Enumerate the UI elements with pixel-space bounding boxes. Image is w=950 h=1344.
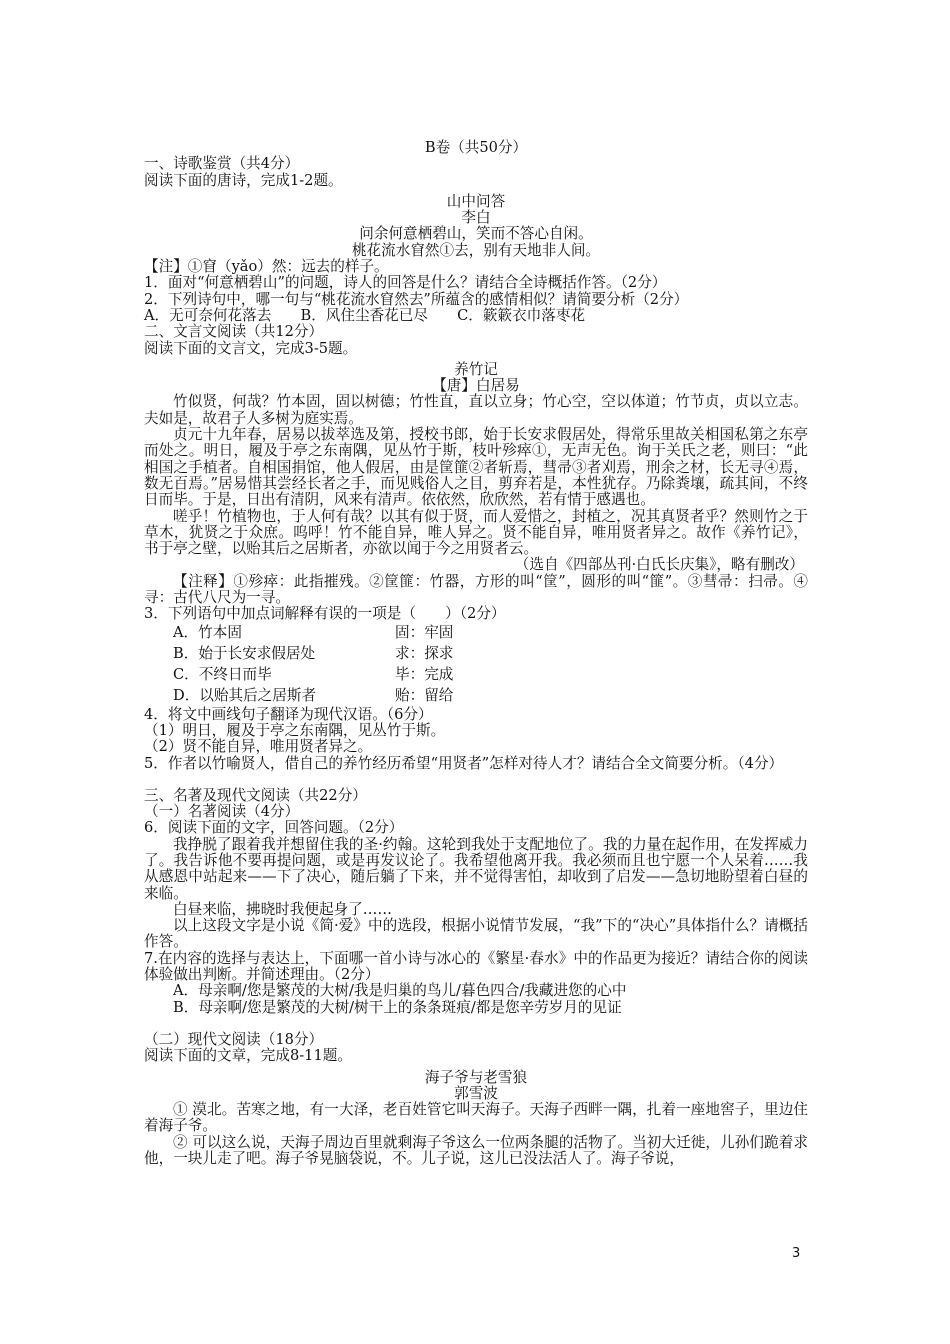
option-sentence: C．不终日而毕 — [173, 665, 272, 683]
option-gloss: 固：牢固 — [395, 623, 454, 641]
classical-source: （选自《四部丛刊·白氏长庆集》，略有删改） — [514, 556, 804, 574]
story-author: 郭雪波 — [454, 1084, 498, 1102]
classical-paragraph-3: 嗟乎！竹植物也，于人何有哉？以其有似于贤，而人爱惜之，封植之，况其真贤者乎？然则竹之于草木，犹贤之于众庶。呜呼！竹不能自异，唯人异之。贤不能自异，唯用贤者异之。故作《养竹记》，书于亭之壁，以贻其后之居斯者，亦欲以闻于今之用贤者云。 — [144, 507, 808, 558]
story-paragraph-2: ② 可以这么说，天海子周边百里就剩海子爷这么一位两条腿的活物了。当初大迁徙，儿孙们跪着求他，一块儿走了吧。海子爷晃脑袋说，不。儿子说，这儿已没法活人了。海子爷说， — [144, 1133, 808, 1168]
question-3-option-c — [144, 665, 808, 686]
question-7-option-a: A．母亲啊/您是繁茂的大树/我是归巢的鸟儿/暮色四合/我藏进您的心中 — [173, 982, 627, 1000]
poetry-heading: 一、诗歌鉴赏（共4分） — [144, 155, 300, 173]
question-4-part-2: （2）贤不能自异，唯用贤者异之。 — [144, 738, 373, 756]
poem-author: 李白 — [461, 209, 491, 227]
story-paragraph-1: ① 漠北。苦寒之地，有一大泽，老百姓管它叫天海子。天海子西畔一隅，扎着一座地窖子，里边住着海子爷。 — [144, 1101, 808, 1135]
option-sentence: B．始于长安求假居处 — [173, 644, 316, 662]
classical-note: 【注释】①殄瘁：此指摧残。②筐篚：竹器，方形的叫“筐”，圆形的叫“篚”。③彗帚：扫帚。④寻：古代八尺为一寻。 — [144, 572, 808, 607]
classical-paragraph-1: 竹似贤，何哉？竹本固，固以树德；竹性直，直以立身；竹心空，空以体道；竹节贞，贞以立志。夫如是，故君子人多树为庭实焉。 — [144, 393, 808, 427]
question-7-option-b: B．母亲啊/您是繁茂的大树/树干上的条条斑痕/都是您辛劳岁月的见证 — [173, 998, 622, 1016]
question-2-options: A．无可奈何花落去 B．风住尘香花已尽 C．簌簌衣巾落枣花 — [144, 306, 586, 324]
modern-heading: 三、名著及现代文阅读（共22分） — [144, 786, 367, 804]
modern-subheading-1: （一）名著阅读（4分） — [144, 803, 300, 821]
classical-paragraph-2: 贞元十九年春，居易以拔萃选及第，授校书郎，始于长安求假居处，得常乐里故关相国私第之东亭而处之。明日，履及于亭之东南隅，见丛竹于斯，枝叶殄瘁①，无声无色。询于关氏之老，则曰：“此相国之手植者。自相国捐馆，他人假居，由是筐篚②者斩焉，彗帚③者刈焉，刑余之材，长无寻④焉，数无百焉。”居易惜其尝经长者之手，而见贱俗人之目，剪弃若是，本性犹存。乃除粪壤，疏其间，不终日而毕。于是，日出有清阴，风来有清声。依依然，欣欣然，若有情于感遇也。 — [144, 426, 808, 509]
page-content — [144, 140, 808, 1167]
poem-title: 山中问答 — [446, 192, 506, 210]
question-6: 6．阅读下面的文字，回答问题。（2分） — [144, 819, 404, 837]
modern-instruction: 阅读下面的文章，完成8-11题。 — [144, 1047, 352, 1065]
question-2: 2．下列诗句中，哪一句与“桃花流水窅然去”所蕴含的感情相似？请简要分析（2分） — [144, 290, 689, 308]
story-title: 海子爷与老雪狼 — [424, 1068, 528, 1086]
option-gloss: 毕：完成 — [395, 665, 454, 683]
classical-author: 【唐】白居易 — [432, 377, 520, 395]
classical-heading: 二、文言文阅读（共12分） — [144, 323, 324, 341]
jane-eyre-excerpt-2: 白昼来临，拂晓时我便起身了…… — [173, 900, 392, 918]
question-3-option-a — [144, 623, 808, 644]
question-3-option-b — [144, 644, 808, 665]
classical-instruction: 阅读下面的文言文，完成3-5题。 — [144, 339, 358, 357]
section-b-title: B卷（共50分） — [424, 139, 528, 156]
modern-subheading-2: （二）现代文阅读（18分） — [144, 1030, 324, 1048]
question-5: 5．作者以竹喻贤人，借自己的养竹经历希望“用贤者”怎样对待人才？请结合全文简要分析。（4分） — [144, 754, 784, 772]
poetry-instruction: 阅读下面的唐诗，完成1-2题。 — [144, 171, 343, 189]
question-4: 4．将文中画线句子翻译为现代汉语。（6分） — [144, 705, 433, 723]
question-1: 1．面对“何意栖碧山”的问题，诗人的回答是什么？请结合全诗概括作答。（2分） — [144, 274, 667, 292]
question-7: 7.在内容的选择与表达上，下面哪一首小诗与冰心的《繁星·春水》中的作品更为接近？请结合你的阅读体验做出判断。并简述理由。（2分） — [144, 949, 808, 984]
poetry-note: 【注】①窅（yǎo）然：远去的样子。 — [144, 258, 389, 276]
poem-line-2: 桃花流水窅然①去，别有天地非人间。 — [351, 241, 601, 259]
option-gloss: 贻：留给 — [395, 686, 454, 704]
option-gloss: 求：探求 — [395, 644, 454, 662]
question-4-part-1: （1）明日，履及于亭之东南隅，见丛竹于斯。 — [144, 721, 446, 739]
jane-eyre-excerpt-1: 我挣脱了跟着我并想留住我的圣·约翰。这轮到我处于支配地位了。我的力量在起作用，在发挥威力了。我告诉他不要再提问题，或是再发议论了。我希望他离开我。我必须而且也宁愿一个人呆着……我从感恩中站起来——下了决心，随后躺了下来，并不觉得害怕，却收到了启发——急切地盼望着白昼的来临。 — [144, 835, 808, 902]
classical-title: 养竹记 — [454, 360, 498, 378]
page-number: 3 — [792, 1246, 801, 1261]
question-6-prompt: 以上这段文字是小说《简·爱》中的选段，根据小说情节发展，“我”下的“决心”具体指什么？请概括作答。 — [144, 917, 808, 951]
question-3-option-d — [144, 686, 808, 707]
option-sentence: D．以贻其后之居斯者 — [173, 686, 317, 704]
poem-line-1: 问余何意栖碧山，笑而不答心自闲。 — [359, 225, 593, 243]
option-sentence: A．竹本固 — [173, 623, 242, 641]
question-3: 3．下列语句中加点词解释有误的一项是（ ）（2分） — [144, 605, 506, 623]
